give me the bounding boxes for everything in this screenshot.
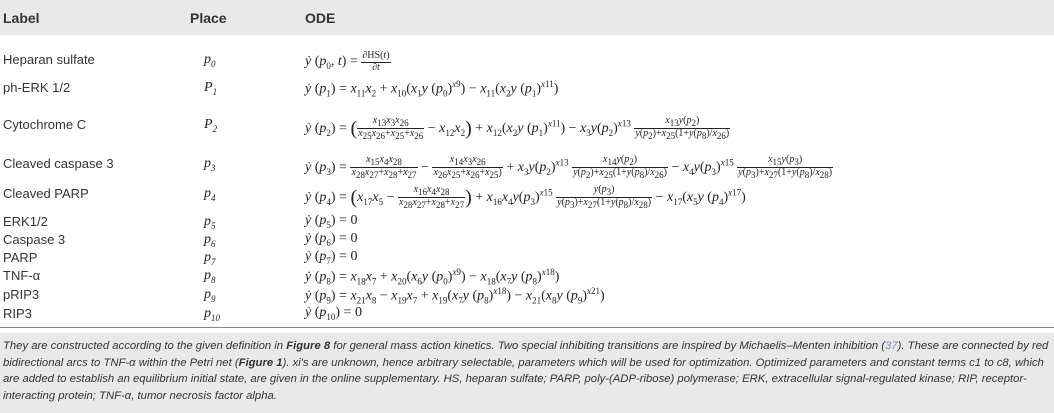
row-place: $p_0$ (204, 52, 216, 69)
row-label: ERK1/2 (3, 214, 48, 229)
row-place: $P_1$ (204, 80, 218, 97)
caption-text: ). xi's are unknown, hence arbitrary selectable, parameters which will be used for optimization. Optimized parameters and constant terms c1 to c8, which are added to establish an equilibrium initial state, are given in the online supplementary. HS, heparan sulfate; PARP, poly-(ADP-ribose) polymerase; ERK, extracellular signal-regulated kinase; RIP, receptor-interacting protein; TNF-α, tumor necrosis factor alpha. (3, 356, 1044, 402)
caption-text: for general mass action kinetics. Two special inhibiting transitions are inspired by Michaelis–Menten inhibition ( (330, 340, 886, 352)
row-label: PARP (3, 250, 38, 265)
row-place: $P_2$ (204, 117, 218, 134)
row-ode: ẏ ($p_0$, t) = $\frac{\partial HS(t)}{\partial t}$ (305, 50, 390, 73)
row-place: $p_3$ (204, 156, 216, 173)
citation-link[interactable]: 37 (885, 340, 898, 352)
row-label: TNF-α (3, 268, 41, 283)
row-ode: ẏ $(p_1) = x_{11}x_2 + x_{10}(x_1y$ $(p_0)^{x9}) - x_{11}(x_2y$ $(p_1)^{x11}$) (305, 79, 559, 99)
row-place: $p_4$ (204, 186, 216, 203)
header-ode: ODE (305, 10, 336, 26)
row-place: $p_6$ (204, 232, 216, 249)
row-label: RIP3 (3, 306, 32, 321)
row-label: ph-ERK 1/2 (3, 80, 71, 95)
row-ode: ẏ $(p_9) = x_{21}x_8 - x_{19}x_7 + x_{19}(x_7y$ $(p_8)^{x18}) - x_{21}(x_8y$ $(p_9)^{x21}$) (305, 286, 605, 306)
row-label: pRIP3 (3, 287, 40, 302)
row-place: $p_7$ (204, 250, 216, 267)
row-ode: ẏ $(p_{10}) = 0$ (305, 305, 362, 322)
table-bottom-rule (0, 327, 1054, 328)
table-header (0, 0, 1054, 35)
row-ode: ẏ $(p_7) = 0$ (305, 249, 358, 266)
header-place: Place (190, 10, 227, 26)
row-label: Cytochrome C (3, 117, 87, 132)
row-label: Cleaved PARP (3, 186, 89, 201)
row-place: $p_5$ (204, 214, 216, 231)
caption-text: ). These are connected by red bidirectional arcs to TNF-α within the Petri net ( (3, 340, 1049, 369)
table-caption (3, 338, 1051, 404)
figure-8-link[interactable]: Figure 8 (286, 340, 331, 352)
row-ode: ẏ $(p_5) = 0$ (305, 213, 358, 230)
header-label: Label (3, 10, 40, 26)
row-label: Heparan sulfate (3, 52, 95, 67)
row-label: Cleaved caspase 3 (3, 156, 114, 171)
row-ode: ẏ $(p_3)$ = $\frac{x_{15}x_4x_{28}}{x_{28}x_{27}+x_{28}+x_{27}}$ − $\frac{x_{14}x_3x_{26}}{x_{26}x_{25}+x_{26}+x_{25})}$ + $x_3y(p_2)^{x13}$ $\frac{x_{14}y(p_2)}{y(p_2)+x_{25}(1+y(p_8)/x_{26})}$ − $x_4y(p_3)^{x15}$ $\frac{x_{15}y(p_3)}{y(p_3)+x_{27}(1+y(p_8)/x_{28})}$ (305, 154, 833, 181)
row-place: $p_{10}$ (204, 306, 220, 323)
caption-text: They are constructed according to the given definition in (3, 340, 287, 352)
row-ode: ẏ $(p_8) = x_{18}x_7 + x_{20}(x_6y$ $(p_0)^{x9}) - x_{18}(x_7y$ $(p_8)^{x18}$) (305, 267, 560, 287)
row-place: $p_8$ (204, 268, 216, 285)
row-label: Caspase 3 (3, 232, 66, 247)
row-place: $p_9$ (204, 287, 216, 304)
row-ode: ẏ $(p_6) = 0$ (305, 231, 358, 248)
row-ode: ẏ $(p_4) = (x_{17}x_5$ − $\frac{x_{16}x_4x_{28}}{x_{28}x_{27}+x_{28}+x_{27}}$ ) + $x_{16}x_4y(p_3)^{x15}$ $\frac{y(p_3)}{y(p_3)+x_{27}(1+y(p_8)/x_{28})}$ − $x_{17}(x_5y$ $(p_4)^{x17}$) (305, 184, 746, 211)
figure-1-link[interactable]: Figure 1 (238, 356, 283, 369)
row-ode: ẏ $(p_2)$ = ( $\frac{x_{13}x_3x_{26}}{x_{25}x_{26}+x_{25}+x_{26}}$ − $x_{12}x_2) + x_{12}(x_2y$ $(p_1)^{x11}) - x_3y(p_2)^{x13}$ $\frac{x_{13}y(p_2)}{y(p_2)+x_{25}(1+y(p_8)/x_{26})}$ (305, 115, 730, 142)
